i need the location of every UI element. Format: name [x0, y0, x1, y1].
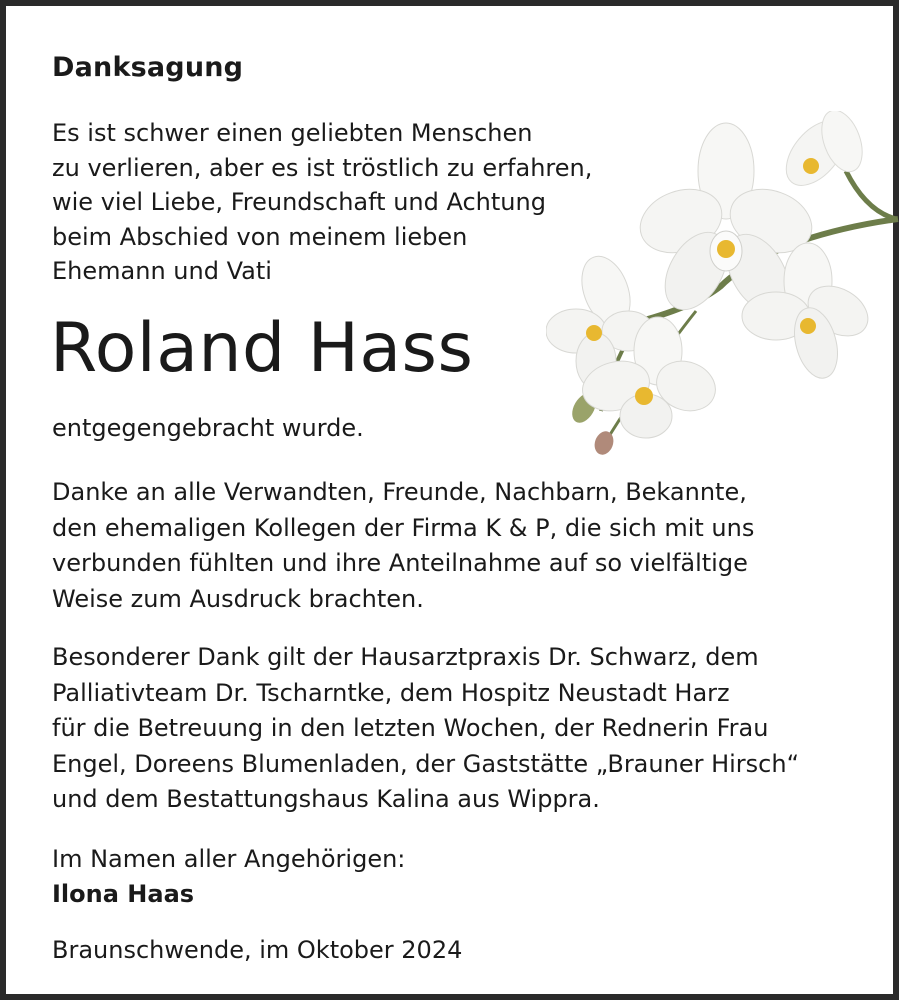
paragraph-line: Besonderer Dank gilt der Hausarztpraxis Dr. Schwarz, dem — [52, 643, 759, 671]
paragraph-line: und dem Bestattungshaus Kalina aus Wippra. — [52, 785, 600, 813]
after-name-text: entgegengebracht wurde. — [52, 414, 364, 442]
orchid-icon — [546, 111, 899, 456]
deceased-name: Roland Hass — [50, 309, 474, 388]
paragraph-line: für die Betreuung in den letzten Wochen, der Rednerin Frau — [52, 714, 769, 742]
notice-heading: Danksagung — [52, 52, 244, 83]
paragraph-line: den ehemaligen Kollegen der Firma K & P, die sich mit uns — [52, 513, 755, 542]
closing-line: Im Namen aller Angehörigen: — [52, 845, 406, 873]
paragraph-line: Palliativteam Dr. Tscharntke, dem Hospitz Neustadt Harz — [52, 678, 730, 707]
intro-line: zu verlieren, aber es ist tröstlich zu erfahren, — [52, 153, 593, 182]
place-date: Braunschwende, im Oktober 2024 — [52, 936, 463, 964]
intro-line: wie viel Liebe, Freundschaft und Achtung — [52, 188, 546, 216]
paragraph-line: Danke an alle Verwandten, Freunde, Nachbarn, Bekannte, — [52, 478, 747, 506]
paragraph-line: Engel, Doreens Blumenladen, der Gaststätte „Brauner Hirsch“ — [52, 749, 799, 778]
special-thanks-paragraph — [52, 640, 872, 818]
intro-line: Ehemann und Vati — [52, 257, 272, 285]
closing-block — [52, 842, 405, 912]
paragraph-line: Weise zum Ausdruck brachten. — [52, 584, 424, 613]
signature: Ilona Haas — [52, 880, 195, 908]
paragraph-line: verbunden fühlten und ihre Anteilnahme auf so vielfältige — [52, 549, 748, 577]
intro-line: Es ist schwer einen geliebten Menschen — [52, 119, 533, 147]
intro-line: beim Abschied von meinem lieben — [52, 222, 468, 251]
thanks-paragraph — [52, 475, 872, 617]
